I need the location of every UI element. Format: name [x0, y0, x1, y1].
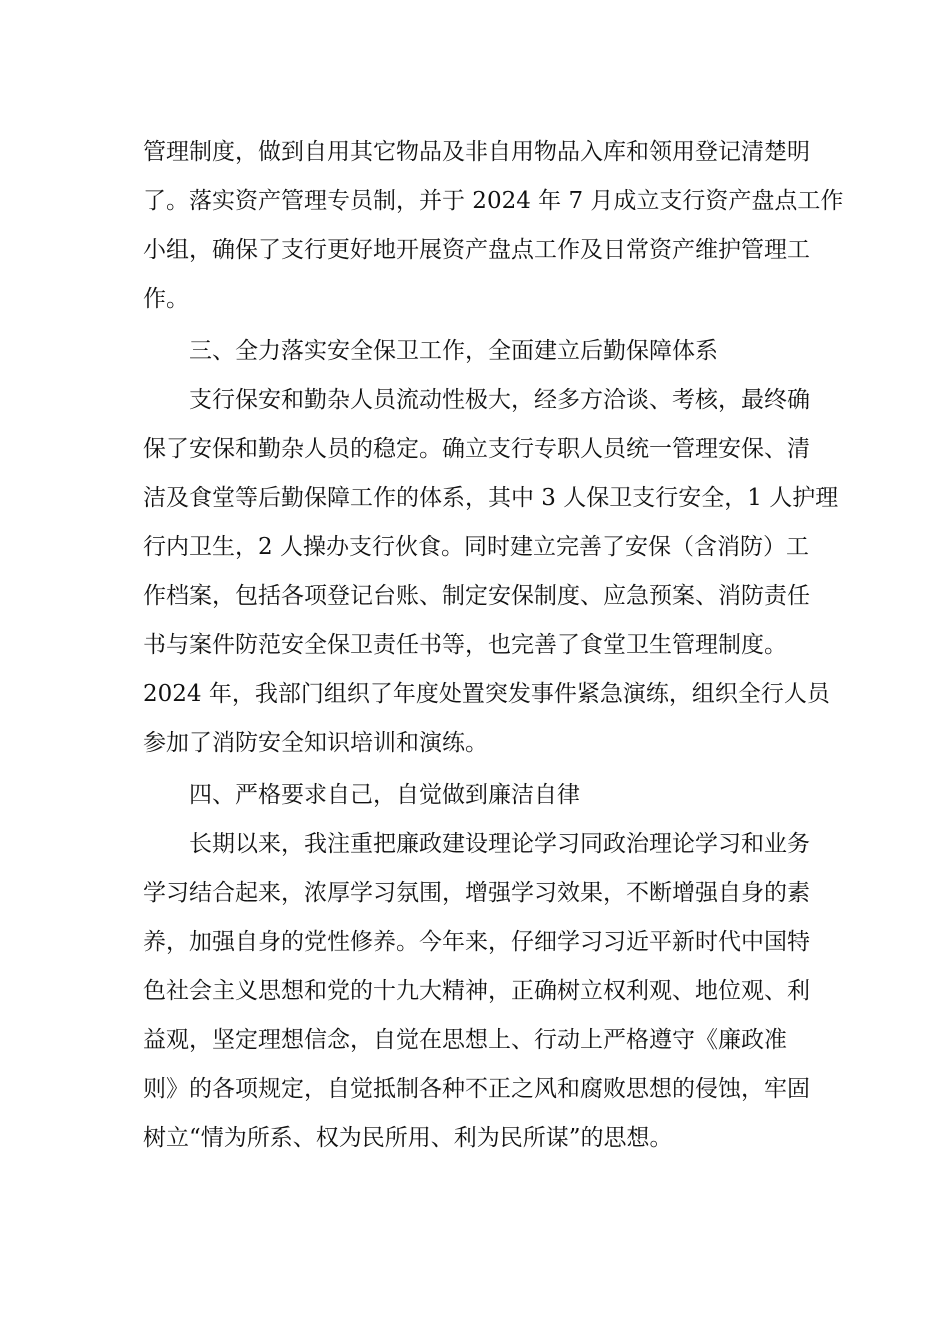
- text-line-10: 作档案，包括各项登记台账、制定安保制度、应急预案、消防责任: [143, 583, 810, 609]
- text-line-19: 益观，坚定理想信念，自觉在思想上、行动上严格遵守《廉政准: [143, 1027, 787, 1053]
- section-heading-4: 四、严格要求自己，自觉做到廉洁自律: [189, 782, 580, 808]
- text-line-8: 洁及食堂等后勤保障工作的体系，其中 3 人保卫支行安全，1 人护理: [143, 485, 839, 511]
- paragraph-first-line: 支行保安和勤杂人员流动性极大，经多方洽谈、考核，最终确: [189, 387, 810, 413]
- text-line-17: 养，加强自身的党性修养。今年来，仔细学习习近平新时代中国特: [143, 929, 810, 955]
- text-line-13: 参加了消防安全知识培训和演练。: [143, 730, 488, 756]
- text-line-9: 行内卫生，2 人操办支行伙食。同时建立完善了安保（含消防）工: [143, 534, 809, 560]
- text-line-1: 管理制度，做到自用其它物品及非自用物品入库和领用登记清楚明: [143, 139, 810, 165]
- text-line-3: 小组，确保了支行更好地开展资产盘点工作及日常资产维护管理工: [143, 237, 810, 263]
- text-line-18: 色社会主义思想和党的十九大精神，正确树立权利观、地位观、利: [143, 978, 810, 1004]
- section-heading-3: 三、全力落实安全保卫工作，全面建立后勤保障体系: [189, 338, 718, 364]
- text-line-4: 作。: [143, 286, 189, 312]
- text-line-7: 保了安保和勤杂人员的稳定。确立支行专职人员统一管理安保、清: [143, 436, 810, 462]
- text-line-12: 2024 年，我部门组织了年度处置突发事件紧急演练，组织全行人员: [143, 681, 830, 707]
- text-line-11: 书与案件防范安全保卫责任书等，也完善了食堂卫生管理制度。: [143, 632, 787, 658]
- text-line-20: 则》的各项规定，自觉抵制各种不正之风和腐败思想的侵蚀，牢固: [143, 1076, 810, 1102]
- paragraph-first-line: 长期以来，我注重把廉政建设理论学习同政治理论学习和业务: [189, 831, 810, 857]
- text-line-16: 学习结合起来，浓厚学习氛围，增强学习效果，不断增强自身的素: [143, 880, 810, 906]
- text-line-2: 了。落实资产管理专员制，并于 2024 年 7 月成立支行资产盘点工作: [143, 188, 844, 214]
- text-line-21: 树立“情为所系、权为民所用、利为民所谋”的思想。: [143, 1125, 673, 1151]
